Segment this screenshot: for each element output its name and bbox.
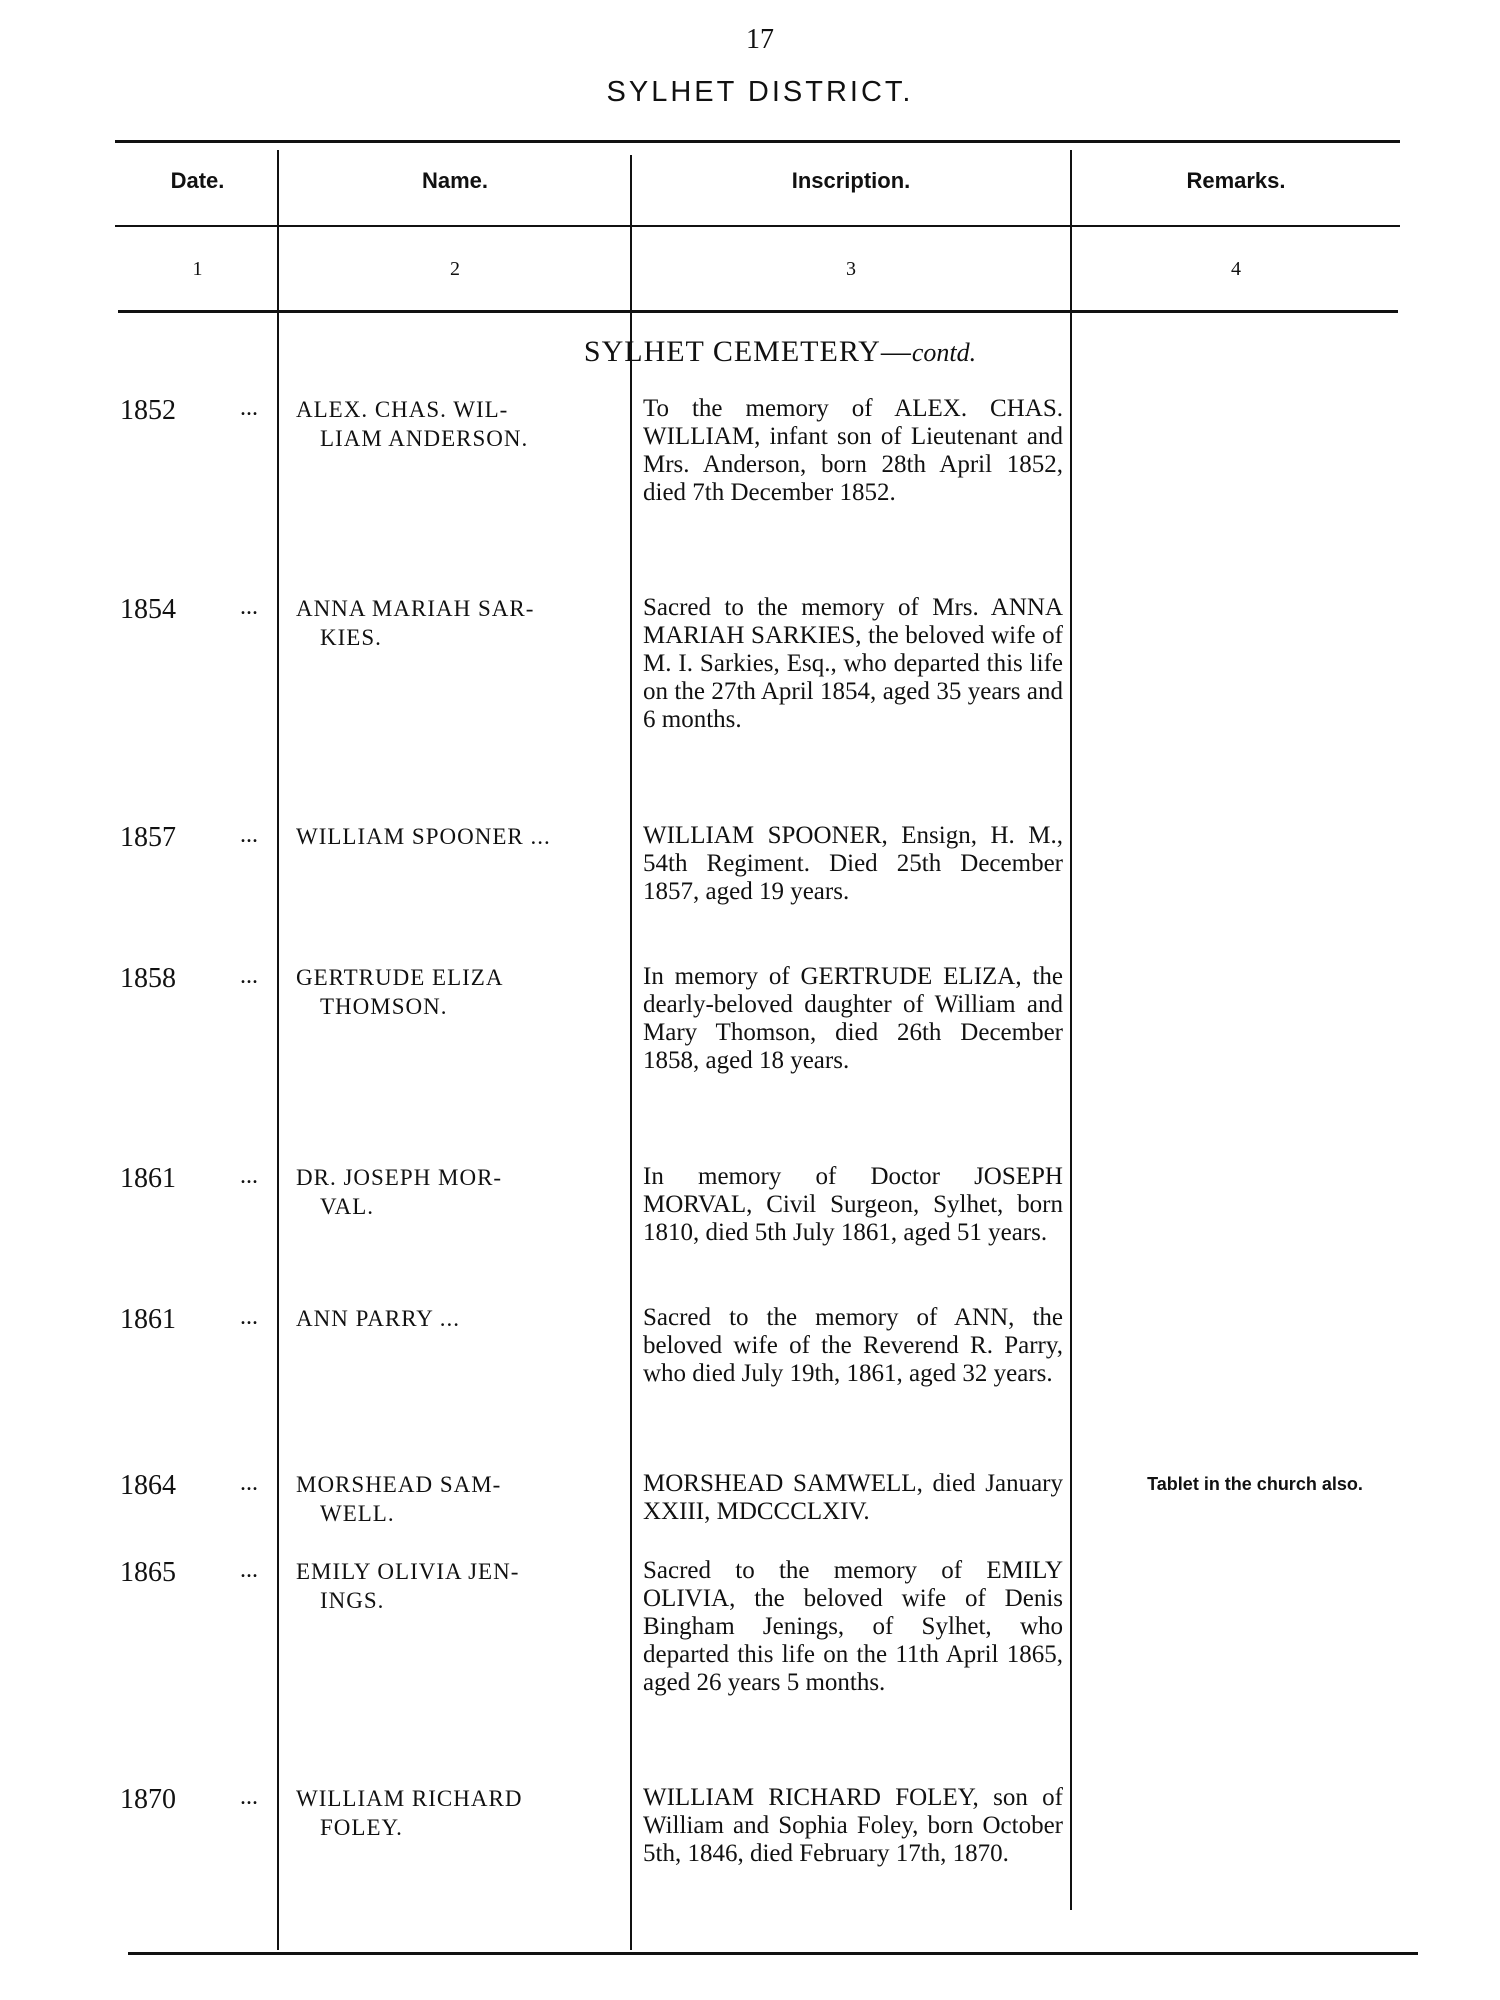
column-number-4: 4 bbox=[1231, 258, 1241, 280]
header-rule bbox=[115, 225, 1400, 227]
row-inscription: WILLIAM RICHARD FOLEY, son of William and Sophia Foley, born October 5th, 1846, died February 17th, 1870. bbox=[643, 1784, 1063, 1867]
row-inscription: Sacred to the memory of ANN, the beloved wife of the Reverend R. Parry, who died July 19th, 1861, aged 32 years. bbox=[643, 1304, 1063, 1387]
row-name bbox=[296, 963, 624, 1021]
top-rule bbox=[115, 140, 1400, 143]
row-remark: Tablet in the church also. bbox=[1147, 1474, 1363, 1494]
column-number-3: 3 bbox=[846, 258, 856, 280]
section-title-suffix: contd. bbox=[911, 338, 977, 367]
row-name-line2: VAL. bbox=[320, 1194, 375, 1219]
column-number-2: 2 bbox=[450, 258, 460, 280]
row-name bbox=[296, 594, 624, 652]
row-inscription: MORSHEAD SAMWELL, died January XXIII, MDCCCLXIV. bbox=[643, 1470, 1063, 1525]
row-name-line2: LIAM ANDERSON. bbox=[320, 426, 529, 451]
header-remarks: Remarks. bbox=[1186, 168, 1286, 193]
bottom-rule bbox=[128, 1952, 1418, 1955]
row-dots: ... bbox=[240, 1557, 258, 1583]
column-number-1: 1 bbox=[192, 258, 203, 280]
row-name-line2: FOLEY. bbox=[320, 1815, 403, 1840]
row-date: 1861 bbox=[120, 1163, 176, 1194]
row-name-line1: ANNA MARIAH SAR- bbox=[296, 596, 535, 621]
row-name-line2: WELL. bbox=[320, 1501, 395, 1526]
header-name: Name. bbox=[421, 168, 489, 193]
row-dots: ... bbox=[240, 963, 258, 989]
row-name bbox=[296, 1784, 624, 1842]
row-name-line1: WILLIAM SPOONER ... bbox=[296, 824, 551, 849]
row-inscription: To the memory of ALEX. CHAS. WILLIAM, infant son of Lieutenant and Mrs. Anderson, born 28th April 1852, died 7th December 1852. bbox=[643, 395, 1063, 506]
row-name bbox=[296, 1557, 624, 1615]
row-dots: ... bbox=[240, 1784, 258, 1810]
row-dots: ... bbox=[240, 822, 258, 848]
row-name-line1: WILLIAM RICHARD bbox=[296, 1786, 523, 1811]
row-dots: ... bbox=[240, 1304, 258, 1330]
divider-inscription-remarks bbox=[1070, 150, 1072, 1910]
row-name-line2: THOMSON. bbox=[320, 994, 448, 1019]
row-name-line1: ALEX. CHAS. WIL- bbox=[296, 397, 509, 422]
row-name-line1: DR. JOSEPH MOR- bbox=[296, 1165, 503, 1190]
row-name-line1: MORSHEAD SAM- bbox=[296, 1472, 502, 1497]
row-dots: ... bbox=[240, 594, 258, 620]
row-date: 1858 bbox=[120, 963, 176, 994]
row-inscription: Sacred to the memory of EMILY OLIVIA, the beloved wife of Denis Bingham Jenings, of Sylhet, who departed this life on the 11th April 1865, aged 26 years 5 months. bbox=[643, 1557, 1063, 1696]
row-inscription: In memory of Doctor JOSEPH MORVAL, Civil Surgeon, Sylhet, born 1810, died 5th July 1861, aged 51 years. bbox=[643, 1163, 1063, 1246]
page-number: 17 bbox=[746, 24, 774, 55]
row-date: 1857 bbox=[120, 822, 176, 853]
row-name-line2: KIES. bbox=[320, 625, 382, 650]
row-name bbox=[296, 395, 624, 453]
row-name-line1: ANN PARRY ... bbox=[296, 1306, 461, 1331]
row-date: 1854 bbox=[120, 594, 176, 625]
section-title bbox=[280, 335, 1280, 369]
row-date: 1861 bbox=[120, 1304, 176, 1335]
row-dots: ... bbox=[240, 1470, 258, 1496]
header-date: Date. bbox=[170, 168, 225, 193]
divider-date-name bbox=[277, 150, 279, 1950]
page-title: SYLHET DISTRICT. bbox=[606, 76, 914, 108]
row-name bbox=[296, 1304, 624, 1333]
row-date: 1870 bbox=[120, 1784, 176, 1815]
row-name-line1: EMILY OLIVIA JEN- bbox=[296, 1559, 520, 1584]
row-dots: ... bbox=[240, 395, 258, 421]
row-date: 1864 bbox=[120, 1470, 176, 1501]
header-inscription: Inscription. bbox=[791, 168, 911, 193]
row-name bbox=[296, 1470, 624, 1528]
numbers-rule bbox=[118, 310, 1398, 313]
row-inscription: Sacred to the memory of Mrs. ANNA MARIAH SARKIES, the beloved wife of M. I. Sarkies, Esq., who departed this life on the 27th April 1854, aged 35 years and 6 months. bbox=[643, 594, 1063, 733]
row-date: 1852 bbox=[120, 395, 176, 426]
row-inscription: WILLIAM SPOONER, Ensign, H. M., 54th Regiment. Died 25th December 1857, aged 19 years. bbox=[643, 822, 1063, 905]
row-inscription: In memory of GERTRUDE ELIZA, the dearly-beloved daughter of William and Mary Thomson, died 26th December 1858, aged 18 years. bbox=[643, 963, 1063, 1074]
row-date: 1865 bbox=[120, 1557, 176, 1588]
row-name bbox=[296, 1163, 624, 1221]
divider-name-inscription bbox=[630, 155, 632, 1950]
row-name bbox=[296, 822, 624, 851]
row-name-line2: INGS. bbox=[320, 1588, 385, 1613]
row-dots: ... bbox=[240, 1163, 258, 1189]
section-title-text: SYLHET CEMETERY— bbox=[583, 335, 912, 368]
row-name-line1: GERTRUDE ELIZA bbox=[296, 965, 504, 990]
